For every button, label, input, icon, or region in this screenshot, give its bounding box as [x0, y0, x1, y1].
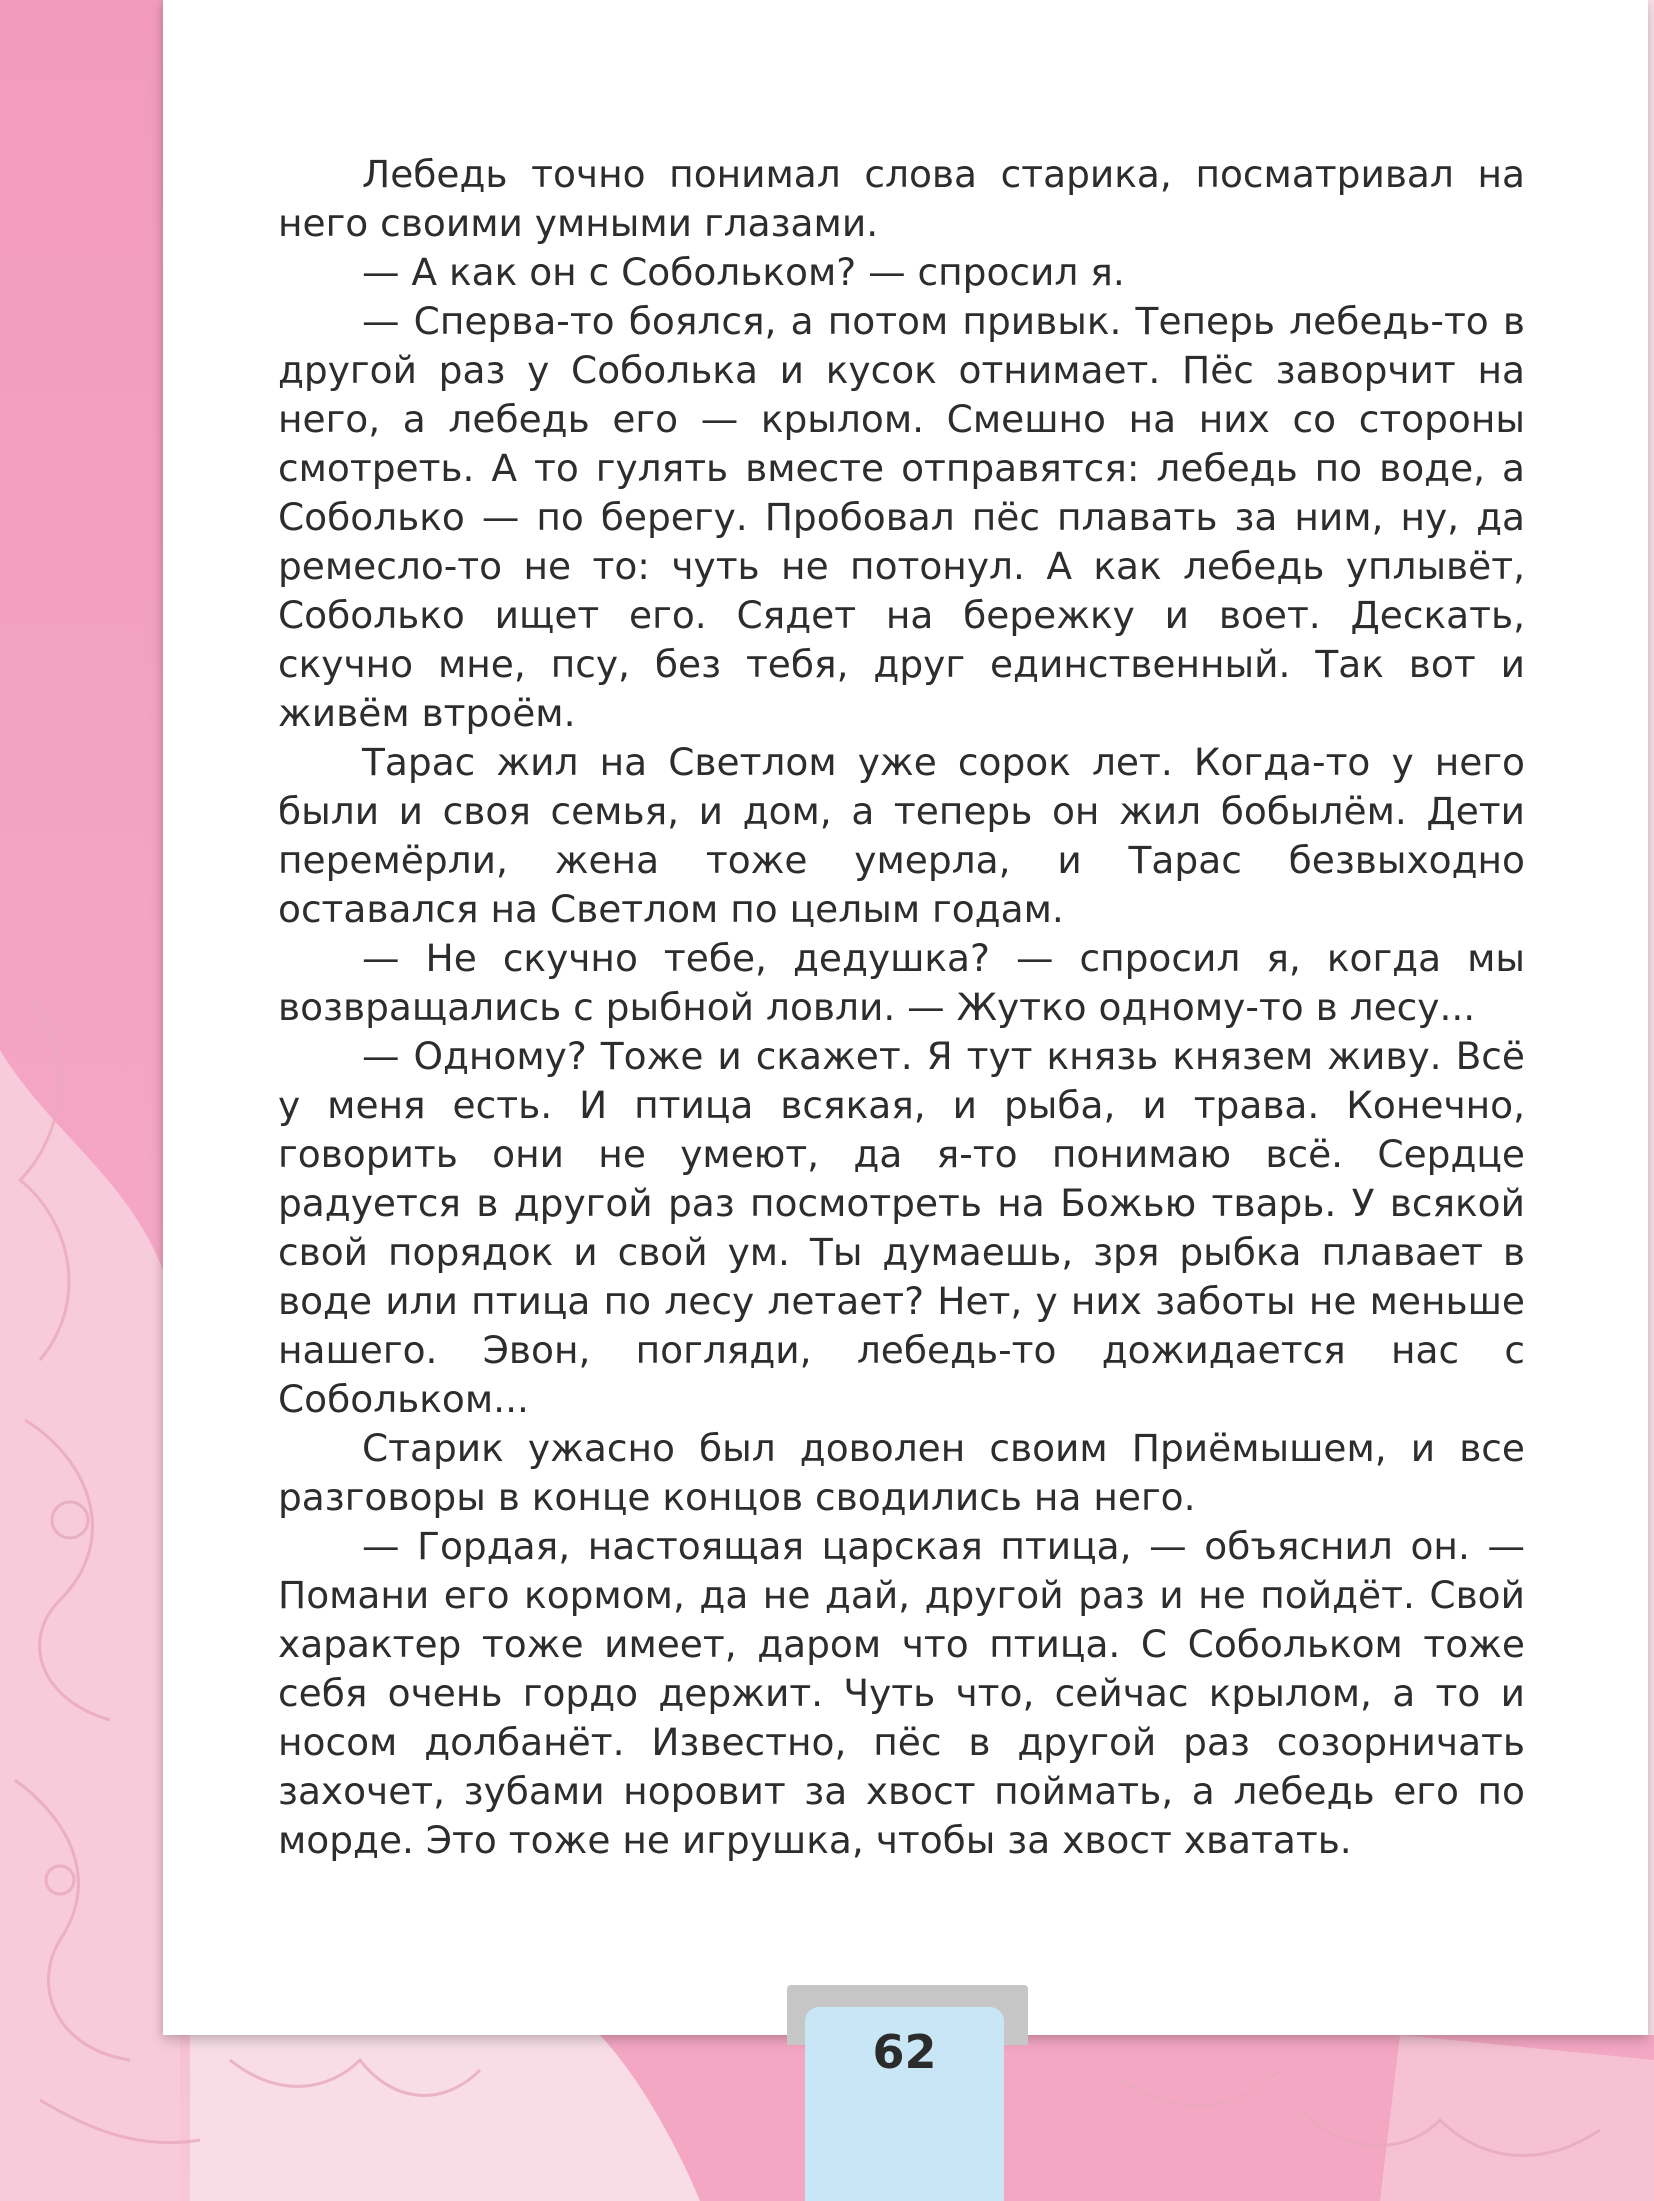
- paragraph: — Сперва-то боялся, а потом привык. Теперь лебедь-то в другой раз у Соболька и кусок отнимает. Пёс заворчит на него, а лебедь его — крылом. Смешно на них со стороны смотреть. А то гулять вместе отправятся: лебедь по воде, а Соболько — по берегу. Пробовал пёс плавать за ним, ну, да ремесло-то не то: чуть не потонул. А как лебедь уплывёт, Соболько ищет его. Сядет на бережку и воет. Дескать, скучно мне, псу, без тебя, друг единственный. Так вот и живём втроём.: [278, 299, 1525, 735]
- paragraph: Старик ужасно был доволен своим Приёмышем, и все разговоры в конце концов сводились на него.: [278, 1426, 1525, 1519]
- paragraph: — Одному? Тоже и скажет. Я тут князь князем живу. Всё у меня есть. И птица всякая, и рыба, и трава. Конечно, говорить они не умеют, да я-то понимаю всё. Сердце радуется в другой раз посмотреть на Божью тварь. У всякой свой порядок и свой ум. Ты думаешь, зря рыбка плавает в воде или птица по лесу летает? Нет, у них заботы не меньше нашего. Эвон, погляди, лебедь-то дожидается нас с Собольком...: [278, 1034, 1525, 1421]
- page-number-tab: [805, 2007, 1004, 2201]
- paragraph: Тарас жил на Светлом уже сорок лет. Когда-то у него были и своя семья, и дом, а теперь он жил бобылём. Дети перемёрли, жена тоже умерла, и Тарас безвыходно оставался на Светлом по целым годам.: [278, 740, 1525, 931]
- paragraph: — А как он с Собольком? — спросил я.: [362, 250, 1125, 294]
- page-number: 62: [872, 2025, 937, 2079]
- paragraph: Лебедь точно понимал слова старика, посматривал на него своими умными глазами.: [278, 152, 1525, 245]
- bottom-right-light: [1380, 2035, 1654, 2201]
- paragraph: — Гордая, настоящая царская птица, — объяснил он. — Помани его кормом, да не дай, другой раз и не пойдёт. Свой характер тоже имеет, даром что птица. С Собольком тоже себя очень гордо держит. Чуть что, сейчас крылом, а то и носом долбанёт. Известно, пёс в другой раз созорничать захочет, зубами норовит за хвост поймать, а лебедь его по морде. Это тоже не игрушка, чтобы за хвост хватать.: [278, 1524, 1525, 1862]
- story-text: [278, 150, 1525, 1865]
- paragraph: — Не скучно тебе, дедушка? — спросил я, когда мы возвращались с рыбной ловли. — Жутко одному-то в лесу...: [278, 936, 1525, 1029]
- pink-wave-shape: [0, 1050, 180, 2201]
